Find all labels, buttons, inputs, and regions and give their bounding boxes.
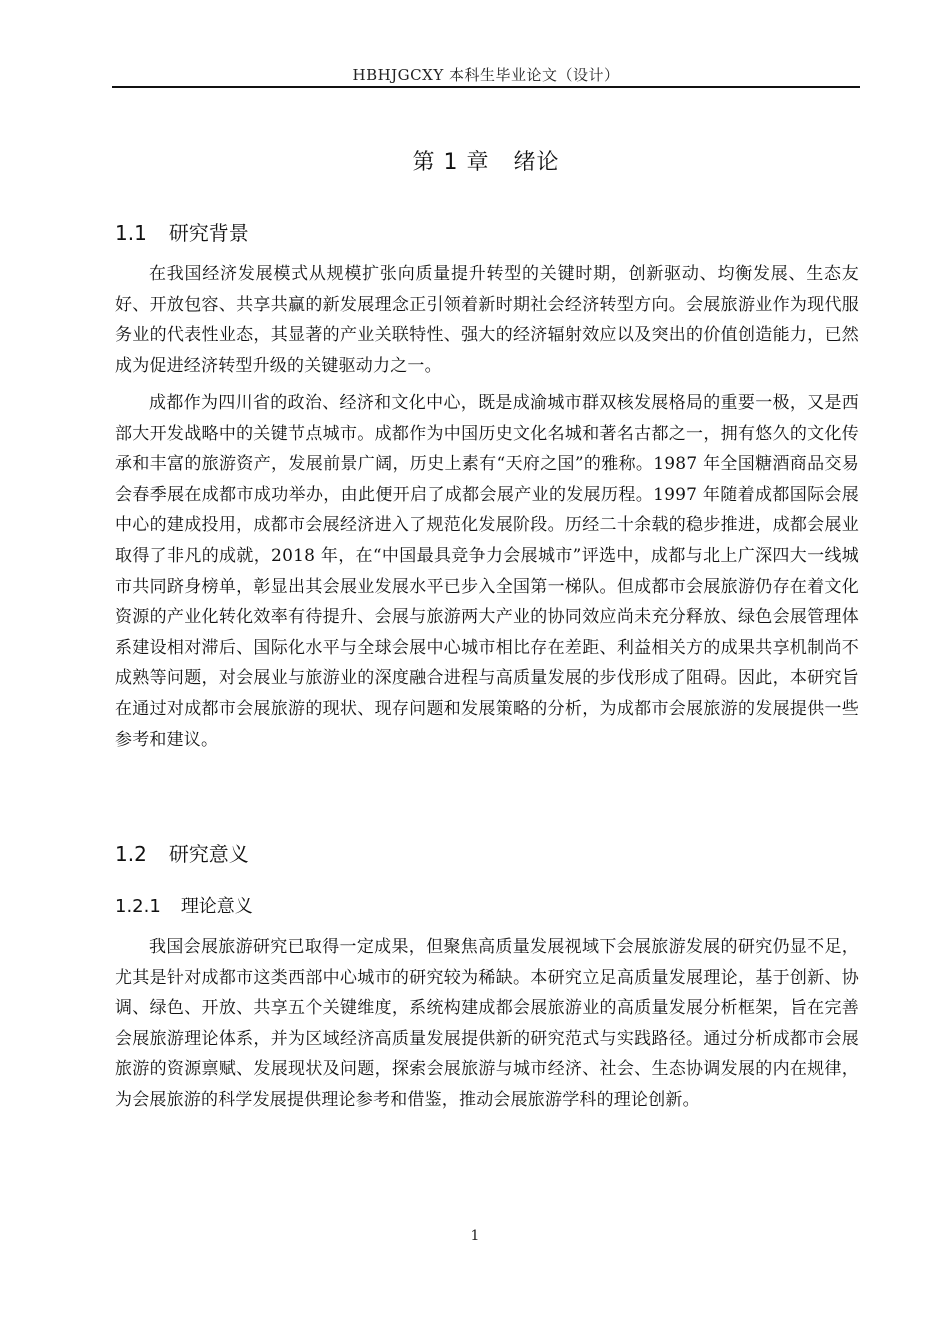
section-number: 1.1 xyxy=(115,221,147,245)
chapter-number: 第 1 章 xyxy=(412,150,490,175)
subsection-number: 1.2.1 xyxy=(115,896,161,917)
section-title: 研究意义 xyxy=(168,842,249,866)
section-number: 1.2 xyxy=(115,842,147,866)
chapter-name: 绪论 xyxy=(513,150,560,175)
page-number: 1 xyxy=(470,1228,480,1244)
subsection-heading-1-2-1 xyxy=(115,893,253,921)
section-heading-1-2 xyxy=(115,839,249,869)
chapter-title xyxy=(112,146,860,180)
theory-paragraph-1: 我国会展旅游研究已取得一定成果，但聚焦高质量发展视域下会展旅游发展的研究仍显不足，尤其是针对成都市这类西部中心城市的研究较为稀缺。本研究立足高质量发展理论，基于创新、协调、绿色、开放、共享五个关键维度，系统构建成都会展旅游业的高质量发展分析框架，旨在完善会展旅游理论体系，并为区域经济高质量发展提供新的研究范式与实践路径。通过分析成都市会展旅游的资源禀赋、发展现状及问题，探索会展旅游与城市经济、社会、生态协调发展的内在规律，为会展旅游的科学发展提供理论参考和借鉴，推动会展旅游学科的理论创新。 xyxy=(115,937,859,1110)
section-heading-1-1 xyxy=(115,218,249,248)
background-paragraph-1: 在我国经济发展模式从规模扩张向质量提升转型的关键时期，创新驱动、均衡发展、生态友好、开放包容、共享共赢的新发展理念正引领着新时期社会经济转型方向。会展旅游业作为现代服务业的代表性业态，其显著的产业关联特性、强大的经济辐射效应以及突出的价值创造能力，已然成为促进经济转型升级的关键驱动力之一。 xyxy=(115,264,859,376)
subsection-title: 理论意义 xyxy=(180,896,253,917)
section-title: 研究背景 xyxy=(168,221,249,245)
background-paragraph-2: 成都作为四川省的政治、经济和文化中心，既是成渝城市群双核发展格局的重要一极，又是西部大开发战略中的关键节点城市。成都作为中国历史文化名城和著名古都之一，拥有悠久的文化传承和丰富的旅游资产，发展前景广阔，历史上素有“天府之国”的雅称。1987 年全国糖酒商品交易会春季展在成都市成功举办，由此便开启了成都会展产业的发展历程。1997 年随着成都国际会展中心的建成投用，成都市会展经济进入了规范化发展阶段。历经二十余载的稳步推进，成都会展业取得了非凡的成就，2018 年，在“中国最具竞争力会展城市”评选中，成都与北上广深四大一线城市共同跻身榜单，彰显出其会展业发展水平已步入全国第一梯队。但成都市会展旅游仍存在着文化资源的产业化转化效率有待提升、会展与旅游两大产业的协同效应尚未充分释放、绿色会展管理体系建设相对滞后、国际化水平与全球会展中心城市相比存在差距、利益相关方的成果共享机制尚不成熟等问题，对会展业与旅游业的深度融合进程与高质量发展的步伐形成了阻碍。因此，本研究旨在通过对成都市会展旅游的现状、现存问题和发展策略的分析，为成都市会展旅游的发展提供一些参考和建议。 xyxy=(115,393,859,750)
page-header xyxy=(112,62,860,88)
header-text: HBHJGCXY 本科生毕业论文（设计） xyxy=(352,66,620,84)
